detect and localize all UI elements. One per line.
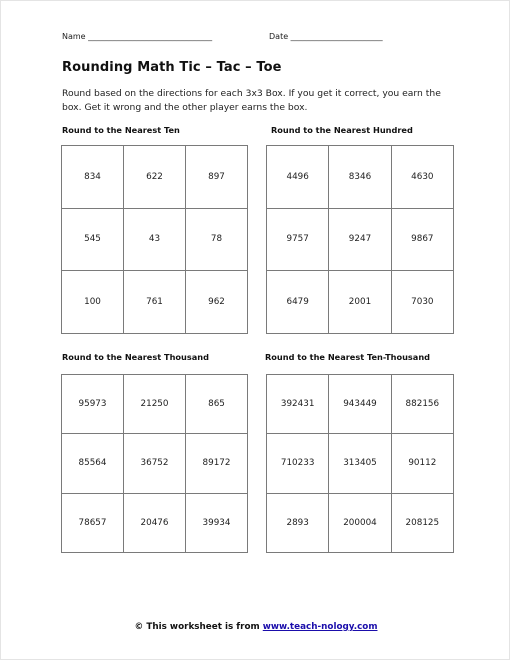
grid-cell: 90112	[391, 434, 453, 493]
directions-text: Round based on the directions for each 3x3 Box. If you get it correct, you earn the box. Get it wrong and the other player earns the box.	[62, 88, 441, 113]
grid-cell: 622	[124, 146, 186, 209]
grid-cell: 43	[124, 208, 186, 271]
grid-cell: 7030	[391, 271, 453, 334]
grid-cell: 2001	[329, 271, 391, 334]
grid-cell: 6479	[267, 271, 329, 334]
grid-cell: 865	[186, 375, 248, 434]
grid-cell: 100	[62, 271, 124, 334]
grid-cell: 962	[186, 271, 248, 334]
grid-cell: 9247	[329, 208, 391, 271]
section-label-nearest-hundred: Round to the Nearest Hundred	[271, 125, 413, 135]
grid-cell: 9867	[391, 208, 453, 271]
grid-cell: 21250	[124, 375, 186, 434]
grid-cell: 78657	[62, 493, 124, 552]
footer-credit	[1, 622, 510, 632]
grid-cell: 943449	[329, 375, 391, 434]
grid-cell: 8346	[329, 146, 391, 209]
grid-nearest-thousand	[61, 374, 248, 553]
grid-cell: 4496	[267, 146, 329, 209]
grid-nearest-hundred	[266, 145, 454, 334]
grid-cell: 710233	[267, 434, 329, 493]
name-field-label: Name _______________________________	[62, 32, 213, 41]
grid-cell: 834	[62, 146, 124, 209]
section-label-nearest-thousand: Round to the Nearest Thousand	[62, 352, 209, 362]
grid-cell: 545	[62, 208, 124, 271]
grid-nearest-ten-thousand	[266, 374, 454, 553]
grid-cell: 36752	[124, 434, 186, 493]
grid-cell: 4630	[391, 146, 453, 209]
grid-cell: 85564	[62, 434, 124, 493]
grid-cell: 78	[186, 208, 248, 271]
grid-cell: 392431	[267, 375, 329, 434]
grid-cell: 882156	[391, 375, 453, 434]
grid-cell: 200004	[329, 493, 391, 552]
worksheet-title: Rounding Math Tic – Tac – Toe	[62, 60, 282, 75]
grid-cell: 9757	[267, 208, 329, 271]
date-field-label: Date _______________________	[269, 32, 383, 41]
section-label-nearest-ten-thousand: Round to the Nearest Ten-Thousand	[265, 352, 431, 362]
grid-cell: 897	[186, 146, 248, 209]
grid-nearest-ten	[61, 145, 248, 334]
grid-cell: 2893	[267, 493, 329, 552]
grid-cell: 95973	[62, 375, 124, 434]
grid-cell: 39934	[186, 493, 248, 552]
grid-cell: 761	[124, 271, 186, 334]
grid-cell: 20476	[124, 493, 186, 552]
teach-nology-link[interactable]: www.teach-nology.com	[262, 622, 378, 632]
grid-cell: 89172	[186, 434, 248, 493]
grid-cell: 208125	[391, 493, 453, 552]
section-label-nearest-ten: Round to the Nearest Ten	[62, 125, 180, 135]
grid-cell: 313405	[329, 434, 391, 493]
footer-text: © This worksheet is from	[134, 622, 263, 632]
